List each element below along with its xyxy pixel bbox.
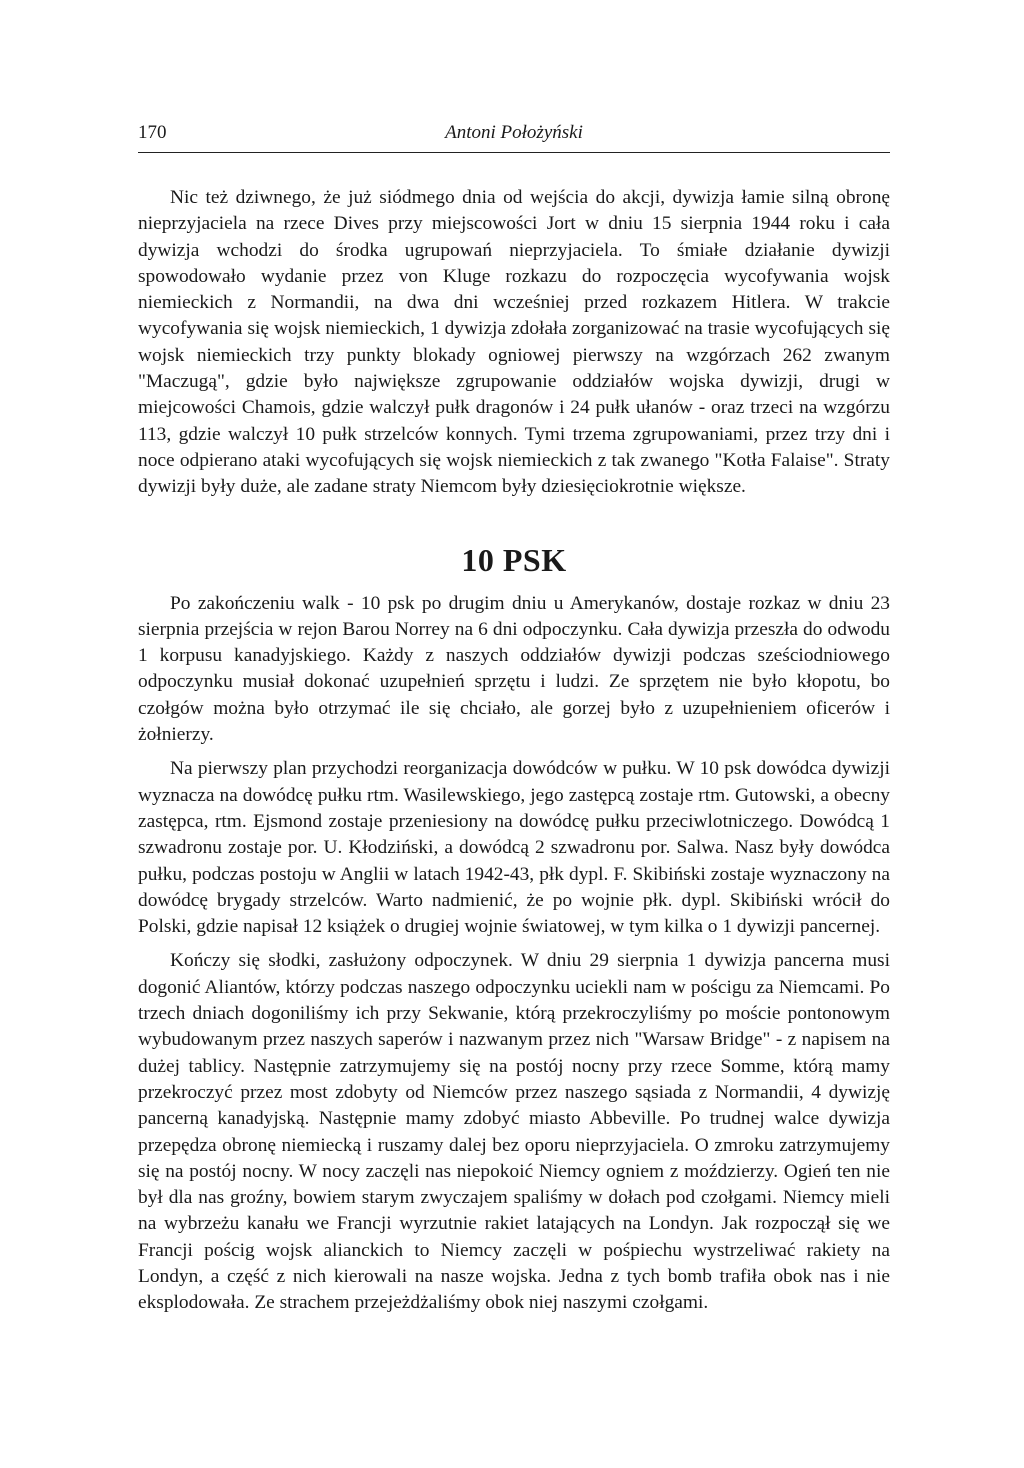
intro-paragraph: Nic też dziwnego, że już siódmego dnia od wejścia do akcji, dywizja łamie silną obronę nieprzyjaciela na rzece Dives przy miejscowości Jort w dniu 15 sierpnia 1944 roku i cała dywizja wchodzi do środka ugrupowań nieprzyjaciela. To śmiałe działanie dywizji spowodowało wydanie przez von Kluge rozkazu do rozpoczęcia wycofywania wojsk niemieckich z Normandii, na dwa dni wcześniej przed rozkazem Hitlera. W trakcie wycofywania się wojsk niemieckich, 1 dywizja zdołała zorganizować na trasie wycofujących się wojsk niemieckich trzy punkty blokady ogniowej pierwszy na wzgórzach 262 zwanym "Maczugą", gdzie było największe zgrupowanie oddziałów wojska dywizji, drugi w miejcowości Chamois, gdzie walczył pułk dragonów i 24 pułk ułanów - oraz trzeci na wzgórzu 113, gdzie walczył 10 pułk strzelców konnych. Tymi trzema zgrupowaniami, przez trzy dni i noce odpierano ataki wycofujących się wojsk niemieckich z tak zwanego "Kotła Falaise". Straty dywizji były duże, ale zadane straty Niemcom były dziesięciokrotnie większe. (138, 187, 890, 498)
page-number: 170 (138, 122, 167, 143)
section-paragraph-2: Na pierwszy plan przychodzi reorganizacja dowódców w pułku. W 10 psk dowódca dywizji wyznacza na dowódcę pułku rtm. Wasilewskiego, jego zastępcą zostaje rtm. Gutowski, a obecny zastępca, rtm. Ejsmond zostaje przeniesiony na dowódcę pułku przeciwlotniczego. Dowódcą 1 szwadronu zostaje por. U. Kłodziński, a dowódcą 2 szwadronu por. Salwa. Nasz były dowódca pułku, podczas postoju w Anglii w latach 1942-43, płk dypl. F. Skibiński zostaje wyznaczony na dowódcę brygady strzelców. Warto nadmienić, że po wojnie płk. dypl. Skibiński wrócił do Polski, gdzie napisał 12 książek o drugiej wojnie światowej, w tym kilka o 1 dywizji pancernej. (138, 758, 890, 938)
book-page (138, 118, 890, 1325)
section-paragraph-1: Po zakończeniu walk - 10 psk po drugim dniu u Amerykanów, dostaje rozkaz w dniu 23 sierpnia przejścia w rejon Barou Norrey na 6 dni odpoczynku. Cała dywizja przeszła do odwodu 1 korpusu kanadyjskiego. Każdy z naszych oddziałów dywizji podczas sześciodniowego odpoczynku musiał dokonać uzupełnień sprzętu i ludzi. Ze sprzętem nie było kłopotu, bo czołgów można było otrzymać ile się chciało, ale gorzej było z uzupełnieniem oficerów i żołnierzy. (138, 592, 890, 746)
running-title-author: Antoni Położyński (445, 122, 583, 143)
section-heading: 10 PSK (461, 541, 567, 578)
section-paragraph-3: Kończy się słodki, zasłużony odpoczynek. W dniu 29 sierpnia 1 dywizja pancerna musi dogonić Aliantów, którzy podczas naszego odpoczynku uciekli nam w pościgu za Niemcami. Po trzech dniach dogoniliśmy ich przy Sekwanie, którą przekroczyliśmy po moście pontonowym wybudowanym przez naszych saperów i nazwanym przez nich "Warsaw Bridge" - z napisem na dużej tablicy. Następnie zatrzymujemy się na postój nocny przy rzece Somme, którą mamy przekroczyć przez most zdobyty od Niemców przez naszego sąsiada z Normandii, 4 dywizję pancerną kanadyjską. Następnie mamy zdobyć miasto Abbeville. Po trudnej walce dywizja przepędza obronę niemiecką i ruszamy dalej bez oporu nieprzyjaciela. O zmroku zatrzymujemy się na postój nocny. W nocy zaczęli nas niepokoić Niemcy ogniem z moździerzy. Ogień ten nie był dla nas groźny, bowiem starym zwyczajem spaliśmy w dołach pod czołgami. Niemcy mieli na wybrzeżu kanału we Francji wyrzutnie rakiet latających na Londyn. Jak rozpoczął się we Francji pościg wojsk alianckich to Niemcy zaczęli w pośpiechu wystrzeliwać rakiety na Londyn, a część z nich kierowali na nasze wojska. Jedna z tych bomb trafiła obok nas i nie eksplodowała. Ze strachem przejeżdżaliśmy obok niej naszymi czołgami. (138, 950, 890, 1314)
page-content (138, 185, 890, 1317)
running-header (138, 118, 890, 153)
